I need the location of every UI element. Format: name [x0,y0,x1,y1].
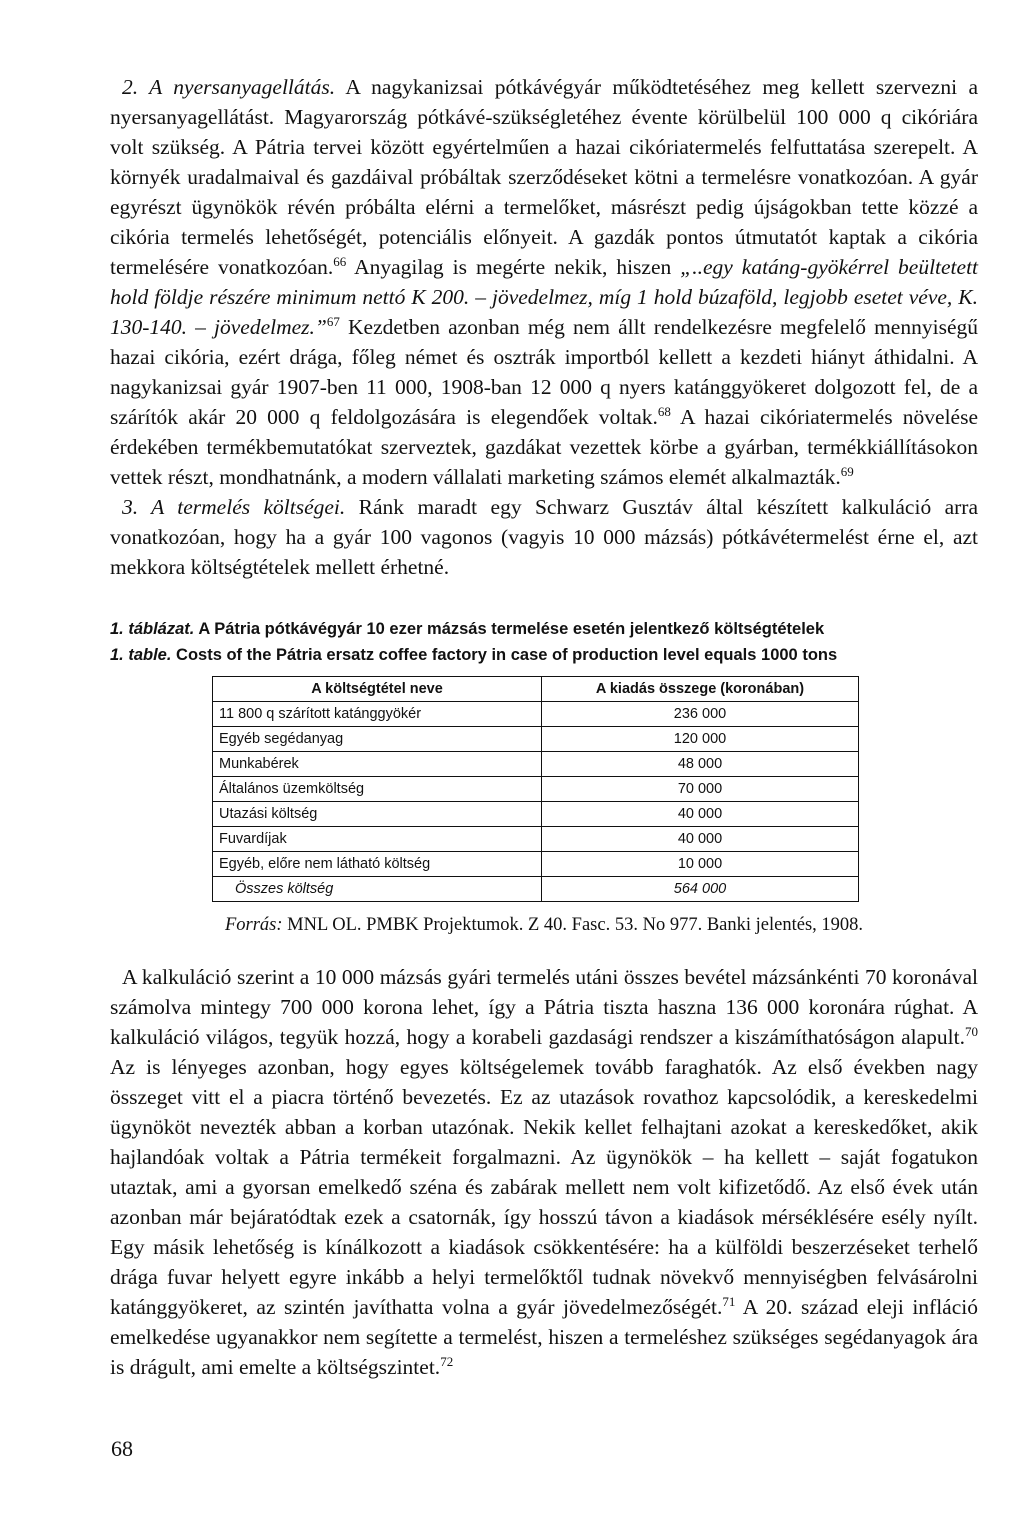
footnote-ref-68: 68 [657,403,671,419]
text-run: Az is lényeges azonban, hogy egyes költségelemek tovább faraghatók. Az első években nagy összeget vitt el a piacra történő bevezetés. Ez az utazások rovathoz kapcsolódik, a kereskedelmi ügynököt nevezték abban a korban utazónak. Nekik kellet felhajtani azokat a kereskedőket, akik hajlandóak voltak a Pátria termékeit forgalmazni. Az ügynökök – ha kellett – saját fogatukon utaztak, ami a gyorsan emelkedő széna és zabárak mellett nem volt kifizetődő. Az első évek után azonban már bejáratódtak ezek a csatornák, így hosszú távon a kiadások mérséklésére esély nyílt. Egy másik lehetőség is kínálkozott a kiadások csökkentésére: ha a külföldi beszerzéseket terhelő drága fuvar helyett egyre inkább a helyi termelőktől tudnak növekvő mennyiségben felvásárolni katánggyökeret, az szintén javíthatta volna a gyár jövedelmezőségét. [110,1055,978,1319]
table-row [213,852,859,877]
text-run: Kezdetben azonban még nem állt rendelkezésre megfelelő mennyiségű hazai cikória, ezért drága, főleg német és osztrák importból kellett a kezdeti hiányt áthidalni. A nagykanizsai gyár 1907-ben 11 000, 1908-ban 12 000 q nyers katánggyökeret dolgozott fel, de a szárítók akár 20 000 q feldolgozására is elegendőek voltak. [110,315,978,429]
cost-item-name: Egyéb segédanyag [213,727,542,752]
table-row [213,802,859,827]
column-header-amount: A kiadás összege (koronában) [542,677,859,702]
table-row [213,752,859,777]
text-run: A kalkuláció szerint a 10 000 mázsás gyári termelés utáni összes bevétel mázsánkénti 70 koronával számolva mintegy 700 000 korona lehet, így a Pátria tiszta haszna 136 000 koronára rúghat. A kalkuláció világos, tegyük hozzá, hogy a korabeli gazdasági rendszer a kiszámíthatóságon alapult. [110,965,978,1049]
footnote-ref-72: 72 [440,1353,454,1369]
section-2-heading: 2. A nyersanyagellátás. [122,75,336,99]
footnote-ref-70: 70 [965,1023,978,1039]
text-run: Ránk maradt egy Schwarz Gusztáv által készített kalkuláció arra vonatkozóan, hogy ha a gyár 100 vagonos (vagyis 10 000 mázsás) pótkávétermelést érne el, azt mekkora költségtételek mellett érhetné. [110,495,978,579]
table-caption-english [110,642,978,668]
cost-item-name: Általános üzemköltség [213,777,542,802]
cost-item-amount: 120 000 [542,727,859,752]
closing-paragraph [110,962,978,1382]
cost-item-amount: 70 000 [542,777,859,802]
section-3-heading: 3. A termelés költségei. [122,495,346,519]
page-body [110,72,978,1382]
table-row [213,777,859,802]
table-total-row [213,877,859,902]
source-label: Forrás: [224,915,283,935]
table-source [110,912,978,938]
caption-text: Costs of the Pátria ersatz coffee factory in case of production level equals 1000 tons [171,646,838,664]
cost-item-amount: 10 000 [542,852,859,877]
caption-label: 1. táblázat. [110,620,195,638]
column-header-name: A költségtétel neve [213,677,542,702]
table-caption-hungarian [110,616,978,642]
cost-item-name: 11 800 q szárított katánggyökér [213,702,542,727]
footnote-ref-67: 67 [326,313,340,329]
table-row [213,827,859,852]
footnote-ref-71: 71 [722,1293,736,1309]
cost-item-amount: 40 000 [542,802,859,827]
caption-text: A Pátria pótkávégyár 10 ezer mázsás termelése esetén jelentkező költségtételek [194,620,825,638]
cost-item-amount: 40 000 [542,827,859,852]
cost-table [212,676,859,902]
text-run: A nagykanizsai pótkávégyár működtetéséhez meg kellett szervezni a nyersanyagellátást. Magyarország pótkávé-szükségletéhez évente körülbelül 100 000 q cikóriára volt szükség. A Pátria tervei között egyértelműen a hazai cikóriatermelés felfuttatása szerepelt. A környék uradalmaival és gazdáival próbáltak szerződéseket kötni a termelésre vonatkozóan. A gyár egyrészt ügynökök révén próbálta elérni a termelőket, másrészt pedig újságokban tette közzé a cikória termelés lehetőségét, potenciális előnyeit. A gazdák pontos útmutatót kaptak a cikória termelésére vonatkozóan. [110,75,978,279]
section-3-paragraph [110,492,978,582]
caption-label: 1. table. [110,646,172,664]
cost-item-amount: 48 000 [542,752,859,777]
table-row [213,702,859,727]
section-2-paragraph [110,72,978,492]
text-run: A hazai cikóriatermelés növelése érdekében termékbemutatókat szerveztek, gazdákat vezettek körbe a gyárban, termékkiállításokon vettek részt, mondhatnánk, a modern vállalati marketing számos elemét alkalmazták. [110,405,978,489]
footnote-ref-66: 66 [333,253,347,269]
cost-item-name: Munkabérek [213,752,542,777]
table-row [213,727,859,752]
page-number: 68 [111,1436,133,1461]
cost-item-name: Fuvardíjak [213,827,542,852]
cost-item-name: Egyéb, előre nem látható költség [213,852,542,877]
text-run: Anyagilag is megérte nekik, hiszen [346,255,681,279]
footnote-ref-69: 69 [840,463,854,479]
text-run: A 20. század eleji infláció emelkedése ugyanakkor nem segítette a termelést, hiszen a termeléshez szükséges segédanyagok ára is drágult, ami emelte a költségszintet. [110,1295,978,1379]
cost-item-amount: 236 000 [542,702,859,727]
cost-item-name: Utazási költség [213,802,542,827]
source-text: MNL OL. PMBK Projektumok. Z 40. Fasc. 53. No 977. Banki jelentés, 1908. [282,915,864,935]
quotation: „..egy katáng-gyökérrel beültetett hold földje részére minimum nettó K 200. – jövedelmez, míg 1 hold búzaföld, legjobb esetet véve, K. 130-140. – jövedelmez.” [110,255,979,339]
total-label: Összes költség [213,877,542,902]
table-header-row [213,677,859,702]
total-amount: 564 000 [542,877,859,902]
